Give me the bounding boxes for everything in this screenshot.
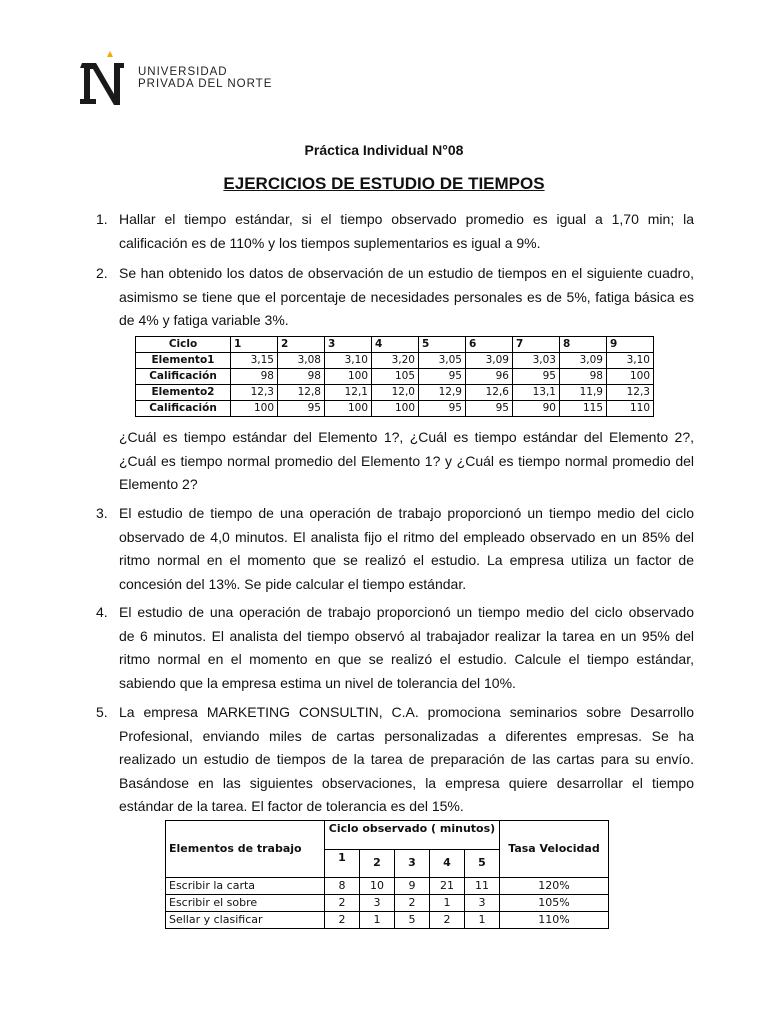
rate-cell: 120% [500, 878, 609, 895]
table-cell: 11 [465, 878, 500, 895]
element-name: Escribir el sobre [166, 895, 325, 912]
question-text-line: ritmo normal en el momento que se realizó el estudio. La empresa utiliza un factor de [119, 552, 694, 568]
question-text-line: de 6 minutos. El analista del tiempo observó al trabajador realizar la tarea en un 95% del [119, 627, 694, 644]
table-cell: 105 [372, 369, 419, 385]
table-cell: 115 [560, 401, 607, 417]
table-cell: 12,1 [325, 385, 372, 401]
table-header-cell: 3 [325, 337, 372, 353]
table-cell: 100 [325, 369, 372, 385]
practice-title: Práctica Individual N°08 [304, 142, 464, 158]
table-cell: 12,0 [372, 385, 419, 401]
table-row [166, 878, 609, 895]
observation-table-1 [135, 336, 654, 417]
table-cell: 2 [395, 895, 430, 912]
table-cell: 12,3 [607, 385, 654, 401]
table-cell: 3,08 [278, 353, 325, 369]
table-header-row [136, 337, 654, 353]
element-name: Escribir la carta [166, 878, 325, 895]
question-text-line: Elemento 2? [119, 476, 198, 492]
table-cell: 95 [513, 369, 560, 385]
table-header-row [166, 821, 609, 850]
cycle-number-header: 5 [465, 849, 500, 878]
question-3 [96, 502, 694, 596]
cycle-number-header: 2 [360, 849, 395, 878]
table-row [136, 353, 654, 369]
question-text-line: observado de 4,0 minutos. El analista fijo el ritmo del empleado observado en un 85% del [119, 528, 694, 545]
question-text-line: ¿Cuál es tiempo normal promedio del Elemento 1? y ¿Cuál es tiempo normal promedio del [119, 452, 694, 469]
table-cell: 100 [607, 369, 654, 385]
question-text-line: realizado un estudio de tiempos de la tarea de preparación de las cartas para su envío. [119, 751, 694, 767]
rate-cell: 110% [500, 912, 609, 929]
table-cell: 21 [430, 878, 465, 895]
observation-table-2 [165, 820, 609, 929]
table-row [136, 385, 654, 401]
table-cell: 98 [560, 369, 607, 385]
table-cell: 95 [278, 401, 325, 417]
table-cell: 12,9 [419, 385, 466, 401]
table-header-cell: 1 [231, 337, 278, 353]
table-cell: 98 [231, 369, 278, 385]
row-label: Elemento2 [136, 385, 231, 401]
question-text-line: calificación es de 110% y los tiempos suplementarios es igual a 9%. [119, 234, 541, 251]
question-text-line: de 4% y fatiga variable 3%. [119, 312, 289, 328]
question-text-line: asimismo se tiene que el porcentaje de necesidades personales es de 5%, fatiga básica es [119, 288, 694, 305]
table-cell: 13,1 [513, 385, 560, 401]
question-text-line: ritmo normal en el momento en que se realizó el estudio. Calcule el tiempo estándar, [119, 651, 694, 667]
table-cell: 3,15 [231, 353, 278, 369]
table-cell: 2 [325, 912, 360, 929]
table-cell: 11,9 [560, 385, 607, 401]
university-name-line2: PRIVADA DEL NORTE [138, 78, 273, 90]
question-text-line: sabiendo que la empresa estima un nivel de tolerancia del 10%. [119, 674, 516, 691]
question-5 [96, 701, 694, 819]
main-title: EJERCICIOS DE ESTUDIO DE TIEMPOS [223, 174, 545, 193]
element-name: Sellar y clasificar [166, 912, 325, 929]
cycle-number-header: 1 [325, 849, 360, 878]
table-row [166, 895, 609, 912]
table-cell: 12,8 [278, 385, 325, 401]
question-text-line: Profesional, enviando miles de cartas personalizadas a diferentes empresas. Se ha [119, 727, 694, 744]
table-header-cell: 4 [372, 337, 419, 353]
table-cell: 3,09 [560, 353, 607, 369]
question-number: 2. [96, 265, 108, 281]
table-row [136, 401, 654, 417]
table-cell: 3,10 [325, 353, 372, 369]
table-cell: 110 [607, 401, 654, 417]
question-text-line: Basándose en las siguientes observaciones, la empresa quiere desarrollar el tiempo [119, 774, 694, 791]
table-header-cell: 7 [513, 337, 560, 353]
table-header-cell: 9 [607, 337, 654, 353]
cycle-number-header: 3 [395, 849, 430, 878]
table-cell: 2 [430, 912, 465, 929]
question-text-line: concesión del 13%. Se pide calcular el tiempo estándar. [119, 575, 467, 592]
table-cell: 100 [325, 401, 372, 417]
question-text-line: Se han obtenido los datos de observación de un estudio de tiempos en el siguiente cuadro, [119, 265, 694, 281]
table-cell: 3,03 [513, 353, 560, 369]
table-cell: 90 [513, 401, 560, 417]
question-number: 4. [96, 604, 108, 620]
table-cell: 1 [360, 912, 395, 929]
table-cell: 98 [278, 369, 325, 385]
table-cell: 2 [325, 895, 360, 912]
rate-cell: 105% [500, 895, 609, 912]
table-header-cell: Ciclo [136, 337, 231, 353]
table-cell: 100 [372, 401, 419, 417]
table-header-cell: 8 [560, 337, 607, 353]
table-cell: 1 [430, 895, 465, 912]
table-cell: 5 [395, 912, 430, 929]
question-text-line: ¿Cuál es tiempo estándar del Elemento 1?, ¿Cuál es tiempo estándar del Elemento 2?, [119, 429, 694, 445]
university-name [134, 66, 272, 90]
question-text-line: El estudio de una operación de trabajo proporcionó un tiempo medio del ciclo observado [119, 604, 694, 620]
question-text-line: Hallar el tiempo estándar, si el tiempo observado promedio es igual a 1,70 min; la [119, 211, 694, 227]
table-header-cell: 2 [278, 337, 325, 353]
university-n-logo-icon [80, 49, 124, 107]
table-cell: 95 [419, 369, 466, 385]
question-2 [96, 262, 694, 333]
rate-header: Tasa Velocidad [500, 821, 609, 878]
question-1 [96, 208, 694, 255]
table-cell: 12,6 [466, 385, 513, 401]
row-label: Calificación [136, 369, 231, 385]
table-cell: 12,3 [231, 385, 278, 401]
row-label: Elemento1 [136, 353, 231, 369]
table-cell: 3 [360, 895, 395, 912]
question-text-line: La empresa MARKETING CONSULTIN, C.A. promociona seminarios sobre Desarrollo [119, 704, 694, 720]
elements-header: Elementos de trabajo [166, 821, 325, 878]
table-cell: 3,20 [372, 353, 419, 369]
row-label: Calificación [136, 401, 231, 417]
university-name-line1: UNIVERSIDAD [138, 66, 228, 78]
university-logo [80, 49, 124, 107]
question-2-followup [96, 426, 694, 497]
table-row [166, 912, 609, 929]
table-header-cell: 6 [466, 337, 513, 353]
question-number: 5. [96, 704, 108, 720]
table-cell: 3,10 [607, 353, 654, 369]
table-cell: 96 [466, 369, 513, 385]
table-cell: 8 [325, 878, 360, 895]
question-4 [96, 601, 694, 695]
cycle-header: Ciclo observado ( minutos) [325, 821, 500, 850]
cycle-number-header: 4 [430, 849, 465, 878]
table-cell: 95 [466, 401, 513, 417]
university-header [80, 48, 272, 108]
table-cell: 10 [360, 878, 395, 895]
question-text-line: estándar de la tarea. El factor de tolerancia es del 15%. [119, 798, 464, 814]
table-cell: 3,09 [466, 353, 513, 369]
table-cell: 3 [465, 895, 500, 912]
question-text-line: El estudio de tiempo de una operación de trabajo proporcionó un tiempo medio del ciclo [119, 505, 694, 521]
question-number: 1. [96, 211, 108, 227]
table-row [136, 369, 654, 385]
table-cell: 9 [395, 878, 430, 895]
table-header-cell: 5 [419, 337, 466, 353]
table-cell: 3,05 [419, 353, 466, 369]
question-number: 3. [96, 505, 108, 521]
table-cell: 1 [465, 912, 500, 929]
table-cell: 95 [419, 401, 466, 417]
table-cell: 100 [231, 401, 278, 417]
